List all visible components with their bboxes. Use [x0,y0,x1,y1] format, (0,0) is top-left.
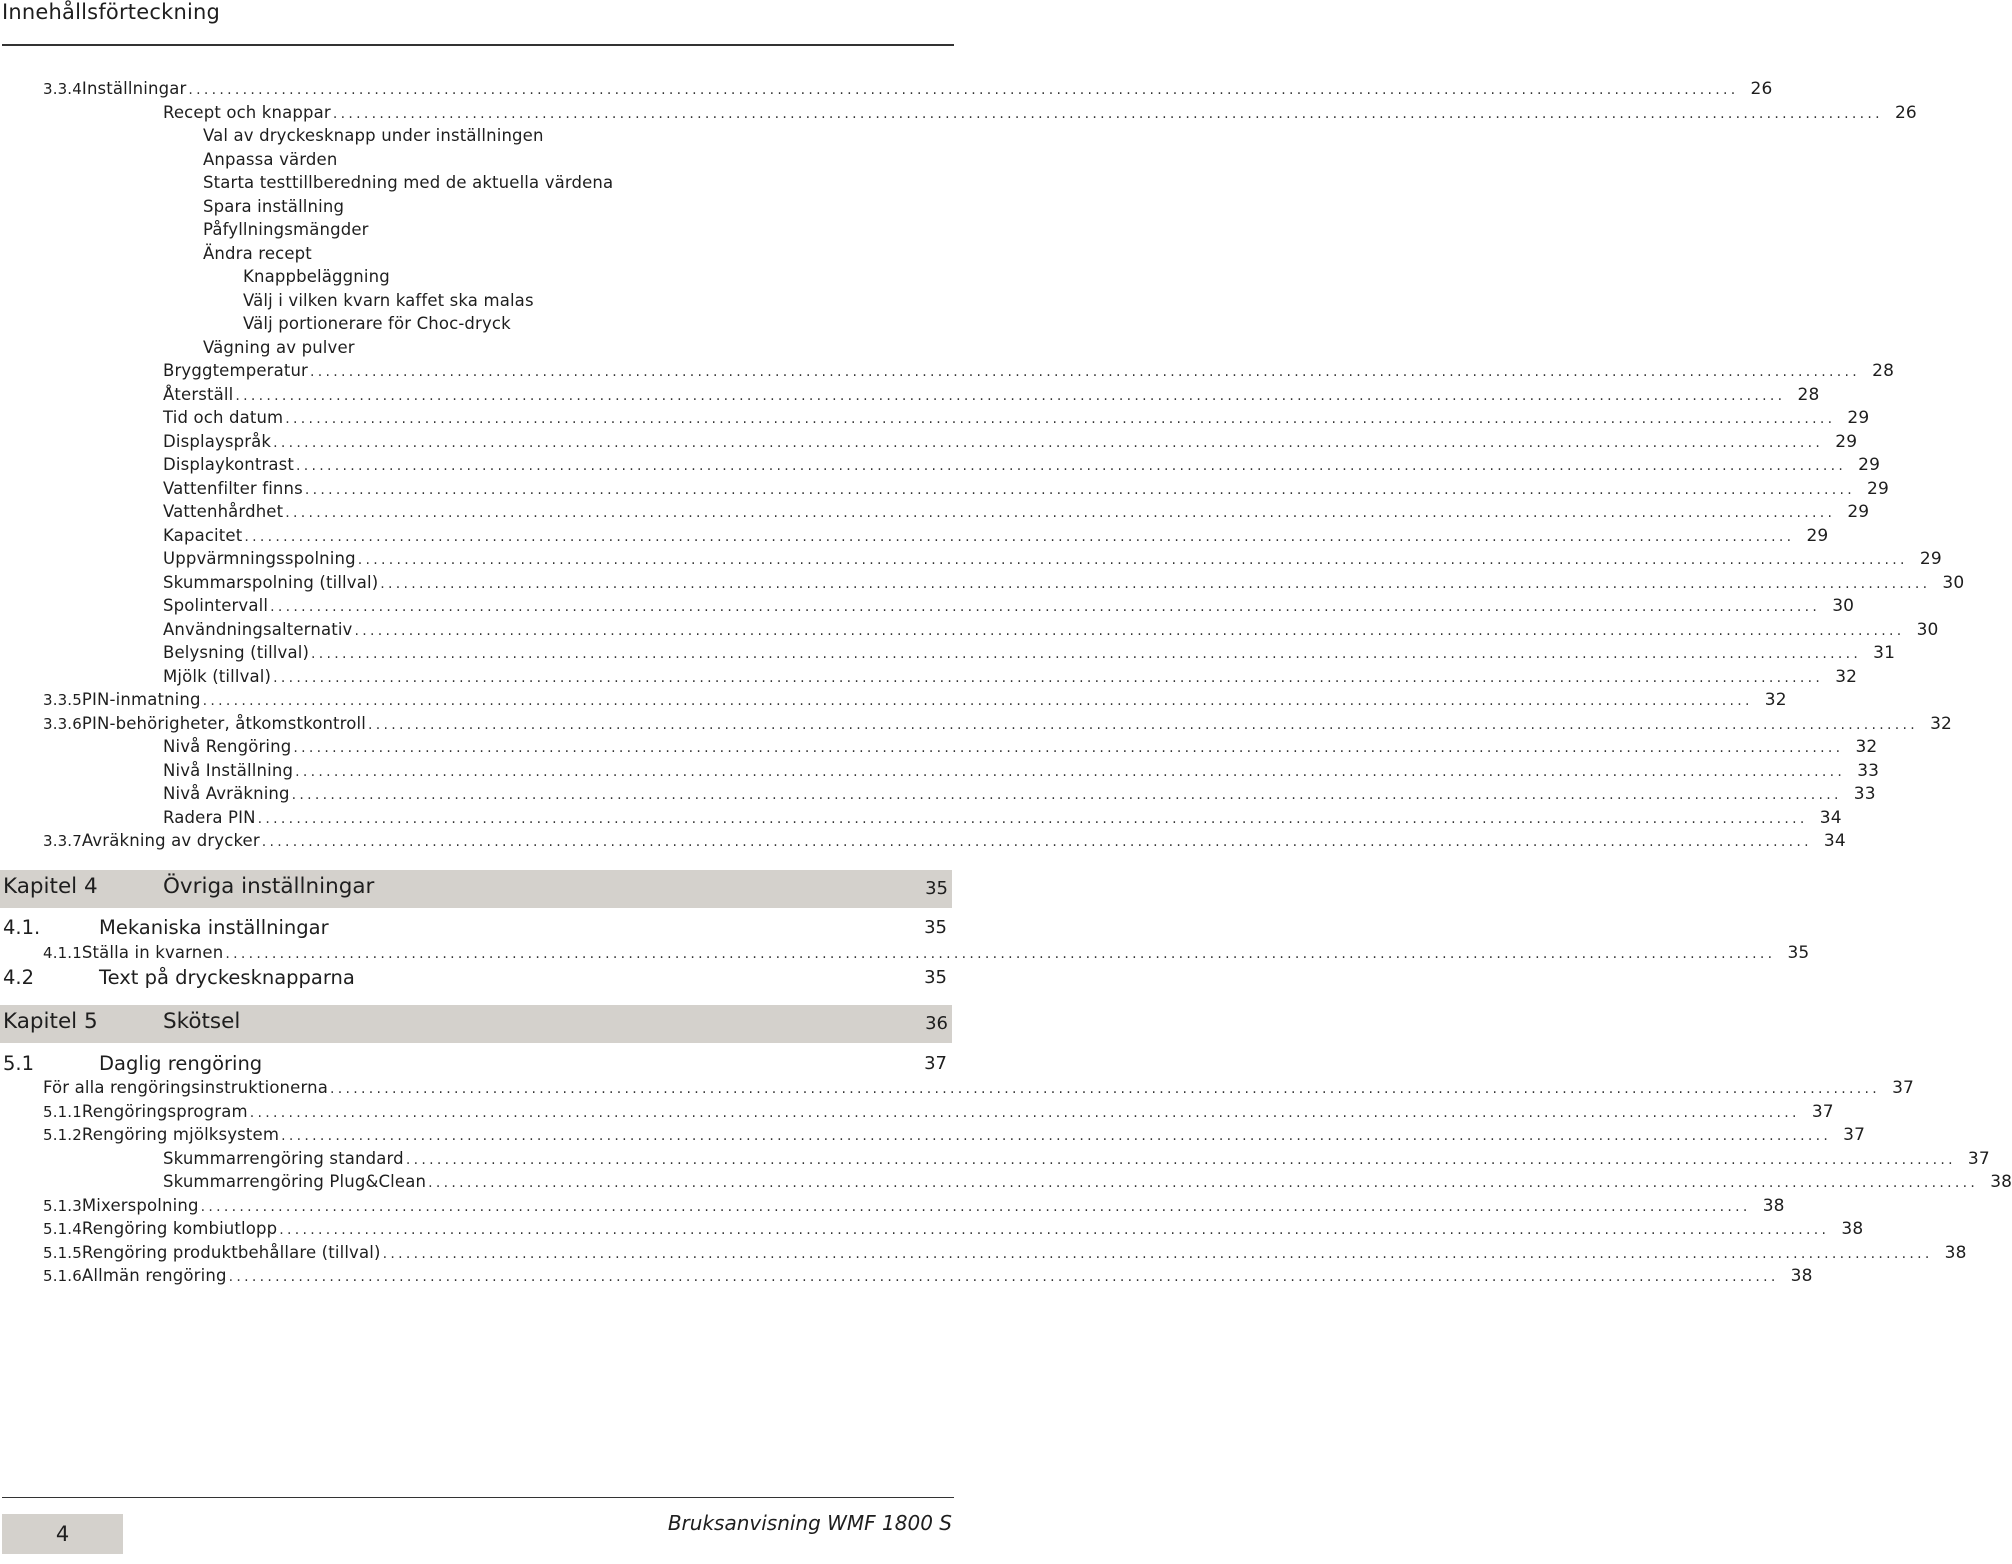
toc-entry[interactable] [203,218,947,241]
toc-entry-4-1-1[interactable] [43,941,1810,964]
toc-entry[interactable] [203,242,947,265]
entry-page: 30 [1832,596,1855,616]
entry-title: Displayspråk [163,431,272,451]
entry-title: Vattenhårdhet [163,502,284,521]
entry-title: PIN-behörigheter, åtkomstkontroll [81,713,366,733]
dot-leader: ........................................................................................................................................................................................................ [261,834,1812,850]
header-divider [2,44,954,46]
dot-leader: ........................................................................................................................................................................................................ [354,622,1905,639]
toc-entry[interactable] [163,524,1829,547]
entry-page: 29 [1835,431,1858,452]
dot-leader: ........................................................................................................................................................................................................ [293,740,1844,756]
entry-title: Inställningar [81,79,187,98]
entry-title: Bryggtemperatur [163,361,308,380]
entry-title: Recept och knappar [163,102,331,122]
dot-leader: ........................................................................................................................................................................................................ [304,481,1855,498]
toc-entry[interactable] [43,712,1953,735]
dot-leader: ........................................................................................................................................................................................................ [273,669,1824,686]
entry-page: 31 [1873,643,1896,663]
entry-title: Vattenfilter finns [163,478,303,498]
entry-page: 29 [1858,455,1881,475]
entry-page: 38 [1841,1219,1864,1239]
entry-number: 5.1.1 [43,1102,82,1121]
entry-title: Displaykontrast [163,455,295,474]
entry-title: Tid och datum [163,408,284,427]
toc-entry[interactable] [163,406,1870,429]
dot-leader: ........................................................................................................................................................................................................ [428,1175,1979,1191]
entry-page: 34 [1819,807,1842,828]
entry-title: Avräkning av drycker [81,831,260,850]
entry-number: 5.1.3 [43,1196,82,1215]
dot-leader: ........................................................................................................................................................................................................ [310,364,1861,380]
entry-title: Rengöring produktbehållare (tillval) [81,1242,381,1262]
entry-page: 30 [1916,619,1939,640]
toc-entry[interactable] [163,594,1855,617]
dot-leader: ........................................................................................................................................................................................................ [281,1128,1832,1144]
entry-title: Ställa in kvarnen [81,943,224,962]
entry-title: Rengöringsprogram [81,1101,248,1121]
toc-entry[interactable] [43,1123,1866,1146]
entry-title: Knappbeläggning [243,267,390,286]
entry-page: 37 [1843,1125,1866,1145]
toc-entry[interactable] [163,1170,2012,1193]
dot-leader: ........................................................................................................................................................................................................ [228,1269,1779,1285]
entry-title: Allmän rengöring [81,1266,227,1285]
dot-leader: ........................................................................................................................................................................................................ [405,1151,1956,1168]
section-page: 35 [924,917,947,938]
toc-entry[interactable] [163,1147,1990,1170]
entry-title: Vägning av pulver [203,337,355,357]
chapter-label: Kapitel 4 [3,874,98,899]
toc-entry[interactable] [163,383,1820,406]
entry-title: Påfyllningsmängder [203,220,369,239]
toc-entry[interactable] [163,500,1870,523]
toc-entry[interactable] [163,430,1858,453]
entry-title: Kapacitet [163,525,243,545]
toc-entry[interactable] [203,124,947,147]
entry-page: 29 [1847,502,1870,522]
entry-number: 3.3.5 [43,691,82,709]
toc-entry[interactable] [163,453,1881,476]
dot-leader: ........................................................................................................................................................................................................ [273,434,1824,451]
toc-entry[interactable] [163,477,1889,500]
dot-leader: ........................................................................................................................................................................................................ [279,1222,1830,1238]
entry-number: 5.1.5 [43,1243,82,1262]
dot-leader: ........................................................................................................................................................................................................ [225,946,1776,962]
chapter-title: Övriga inställningar [163,874,375,899]
toc-entry[interactable] [163,641,1896,664]
toc-entry[interactable] [43,1194,1785,1217]
dot-leader: ........................................................................................................................................................................................................ [285,411,1836,427]
dot-leader: ........................................................................................................................................................................................................ [382,1245,1933,1262]
dot-leader: ........................................................................................................................................................................................................ [332,105,1883,122]
toc-entry[interactable] [163,782,1876,805]
dot-leader: ........................................................................................................................................................................................................ [244,528,1795,545]
entry-page: 33 [1857,760,1880,781]
chapter-label: Kapitel 5 [3,1009,98,1034]
entry-title: Nivå Avräkning [163,784,290,803]
entry-title: Uppvärmningsspolning [163,549,356,568]
toc-entry[interactable] [43,688,1787,711]
entry-page: 38 [1990,1172,2012,1192]
dot-leader: ........................................................................................................................................................................................................ [285,505,1836,521]
entry-page: 26 [1750,79,1773,99]
chapter-5-bar[interactable] [0,1005,952,1043]
page-title: Innehållsförteckning [2,0,221,24]
entry-title: Användningsalternativ [163,619,353,639]
entry-number: 5.1.4 [43,1220,82,1238]
dot-leader: ........................................................................................................................................................................................................ [295,763,1846,780]
entry-title: Skummarrengöring standard [163,1148,404,1168]
toc-entry[interactable] [203,336,947,359]
entry-page: 37 [1892,1078,1915,1098]
section-number: 4.1. [3,916,41,939]
toc-entry[interactable] [163,806,1842,829]
toc-entry[interactable] [163,359,1895,382]
entry-page: 29 [1919,549,1942,569]
entry-title: Anpassa värden [203,149,338,169]
chapter-title: Skötsel [163,1009,241,1034]
dot-leader: ........................................................................................................................................................................................................ [357,552,1908,568]
toc-entry[interactable] [243,312,947,335]
section-title: Text på dryckesknapparna [99,966,355,989]
section-4-1[interactable] [3,915,947,941]
entry-page: 28 [1872,361,1895,381]
entry-page: 32 [1835,666,1858,687]
chapter-page: 36 [925,1013,948,1034]
entry-title: Belysning (tillval) [163,643,310,662]
section-page: 35 [924,967,947,988]
toc-entry[interactable] [203,195,947,218]
entry-title: Val av dryckesknapp under inställningen [203,126,544,145]
section-4-2[interactable] [3,965,947,991]
entry-page: 37 [1811,1101,1834,1122]
entry-page: 28 [1797,384,1820,405]
section-page: 37 [924,1053,947,1074]
entry-page: 29 [1867,478,1889,499]
entry-title: Starta testtillberedning med de aktuella värdena [203,173,614,192]
page-number: 4 [2,1514,123,1554]
entry-page: 38 [1790,1266,1813,1286]
entry-title: Nivå Rengöring [163,737,292,756]
dot-leader: ........................................................................................................................................................................................................ [296,458,1847,474]
dot-leader: ........................................................................................................................................................................................................ [291,787,1842,803]
entry-number: 5.1.6 [43,1267,82,1285]
dot-leader: ........................................................................................................................................................................................................ [188,82,1739,98]
entry-page: 38 [1944,1242,1967,1263]
toc-entry[interactable] [43,1241,1967,1264]
toc-entry[interactable] [243,265,947,288]
entry-title: Skummarspolning (tillval) [163,572,379,592]
entry-title: Skummarrengöring Plug&Clean [163,1172,427,1191]
toc-entry[interactable] [163,618,1939,641]
toc-entry[interactable] [163,547,1942,570]
toc-entry[interactable] [163,101,1917,124]
chapter-page: 35 [925,878,948,899]
entry-title: För alla rengöringsinstruktionerna [43,1078,328,1097]
entry-page: 37 [1967,1148,1990,1169]
entry-title: Mjölk (tillval) [163,666,272,686]
dot-leader: ........................................................................................................................................................................................................ [249,1104,1800,1121]
entry-page: 38 [1762,1195,1785,1216]
section-title: Mekaniska inställningar [99,916,329,939]
toc-entry[interactable] [43,77,1773,100]
entry-title: Spolintervall [163,596,269,615]
entry-title: PIN-inmatning [81,690,201,709]
entry-page: 32 [1855,737,1878,757]
toc-entry[interactable] [243,289,947,312]
document-title: Bruksanvisning WMF 1800 S [667,1511,952,1535]
toc-entry[interactable] [163,735,1878,758]
entry-number: 5.1.2 [43,1126,82,1144]
entry-page: 35 [1787,943,1810,963]
entry-number: 3.3.7 [43,832,82,850]
footer-divider [2,1497,954,1498]
dot-leader: ........................................................................................................................................................................................................ [235,387,1786,404]
dot-leader: ........................................................................................................................................................................................................ [270,599,1821,615]
entry-page: 29 [1847,408,1870,428]
dot-leader: ........................................................................................................................................................................................................ [311,646,1862,662]
section-title: Daglig rengöring [99,1052,263,1075]
toc-entry[interactable] [163,759,1880,782]
entry-title: Rengöring kombiutlopp [81,1219,278,1238]
entry-title: Nivå Inställning [163,760,294,780]
dot-leader: ........................................................................................................................................................................................................ [200,1198,1751,1215]
section-5-1[interactable] [3,1051,947,1077]
toc-entry[interactable] [43,1264,1813,1287]
chapter-4-bar[interactable] [0,870,952,908]
entry-number: 4.1.1 [43,944,82,962]
toc-entry[interactable] [203,148,947,171]
entry-title: Radera PIN [163,807,256,827]
entry-title: Spara inställning [203,196,345,216]
toc-entry[interactable] [43,1217,1864,1240]
toc-entry[interactable] [43,1100,1834,1123]
entry-page: 33 [1853,784,1876,804]
dot-leader: ........................................................................................................................................................................................................ [202,693,1753,709]
dot-leader: ........................................................................................................................................................................................................ [257,810,1808,827]
entry-page: 34 [1823,831,1846,851]
toc-entry[interactable] [43,829,1846,852]
entry-title: Ändra recept [203,243,312,263]
toc-entry[interactable] [163,571,1965,594]
entry-number: 3.3.6 [43,714,82,733]
dot-leader: ........................................................................................................................................................................................................ [380,575,1931,592]
entry-number: 3.3.4 [43,80,82,98]
entry-page: 29 [1806,525,1829,546]
entry-page: 32 [1764,690,1787,710]
toc-entry[interactable] [203,171,947,194]
entry-title: Mixerspolning [81,1195,199,1215]
entry-page: 30 [1942,572,1965,593]
entry-title: Återställ [163,384,234,404]
entry-title: Rengöring mjölksystem [81,1125,280,1144]
entry-page: 32 [1930,713,1953,734]
entry-title: Välj i vilken kvarn kaffet ska malas [243,290,534,310]
dot-leader: ........................................................................................................................................................................................................ [367,716,1919,733]
toc-entry[interactable] [43,1076,1915,1099]
entry-page: 26 [1894,102,1917,123]
toc-entry[interactable] [163,665,1858,688]
entry-title: Välj portionerare för Choc-dryck [243,314,511,333]
section-number: 5.1 [3,1052,35,1075]
dot-leader: ........................................................................................................................................................................................................ [329,1081,1881,1097]
section-number: 4.2 [3,966,35,989]
